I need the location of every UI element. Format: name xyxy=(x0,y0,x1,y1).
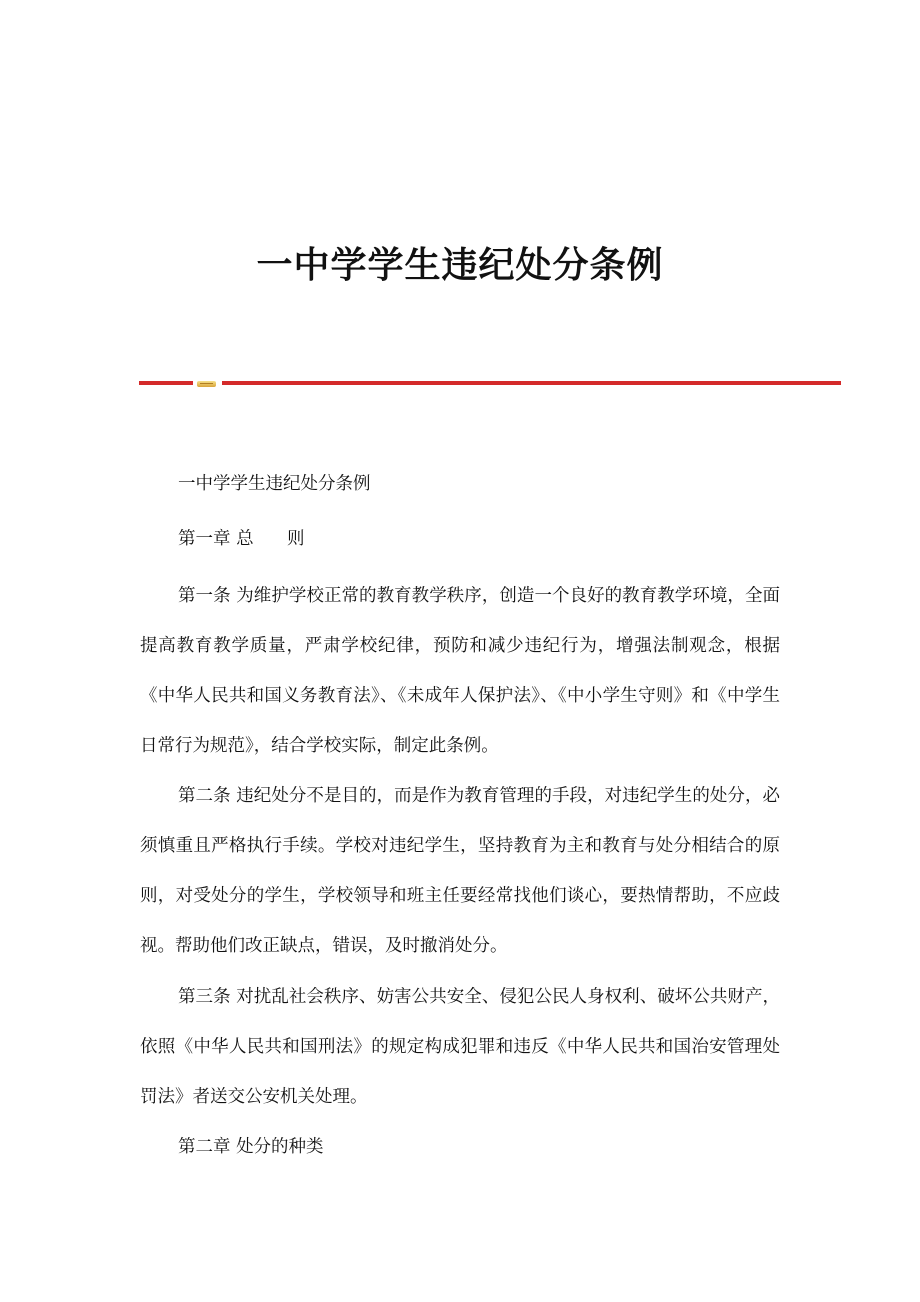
chapter-1-heading: 第一章 总 则 xyxy=(178,529,305,549)
article-1-block xyxy=(140,571,780,771)
article-2-block xyxy=(140,771,780,971)
article-3-block xyxy=(140,972,780,1122)
document-subtitle: 一中学学生违纪处分条例 xyxy=(178,474,371,494)
document-body xyxy=(140,472,780,497)
divider-red-left xyxy=(139,381,193,385)
title-divider xyxy=(139,380,841,386)
article-2: 第二条 违纪处分不是目的，而是作为教育管理的手段，对违纪学生的处分，必须慎重且严格执行手续。学校对违纪学生，坚持教育为主和教育与处分相结合的原则，对受处分的学生，学校领导和班主任要经常找他们谈心，要热情帮助，不应歧视。帮助他们改正缺点，错误，及时撤消处分。 xyxy=(140,786,780,956)
divider-red-right xyxy=(222,381,841,385)
article-3: 第三条 对扰乱社会秩序、妨害公共安全、侵犯公民人身权利、破坏公共财产，依照《中华人民共和国刑法》的规定构成犯罪和违反《中华人民共和国治安管理处罚法》者送交公安机关处理。 xyxy=(140,987,780,1107)
chapter-1-block xyxy=(140,527,780,552)
chapter-2-heading: 第二章 处分的种类 xyxy=(178,1137,324,1157)
article-1: 第一条 为维护学校正常的教育教学秩序，创造一个良好的教育教学环境，全面提高教育教学质量，严肃学校纪律，预防和减少违纪行为，增强法制观念，根据《中华人民共和国义务教育法》、《未成年人保护法》、《中小学生守则》和《中学生日常行为规范》，结合学校实际，制定此条例。 xyxy=(140,586,780,756)
chapter-2-block xyxy=(140,1135,780,1160)
document-title: 一中学学生违纪处分条例 xyxy=(256,244,664,287)
divider-ornament-icon xyxy=(197,381,216,387)
